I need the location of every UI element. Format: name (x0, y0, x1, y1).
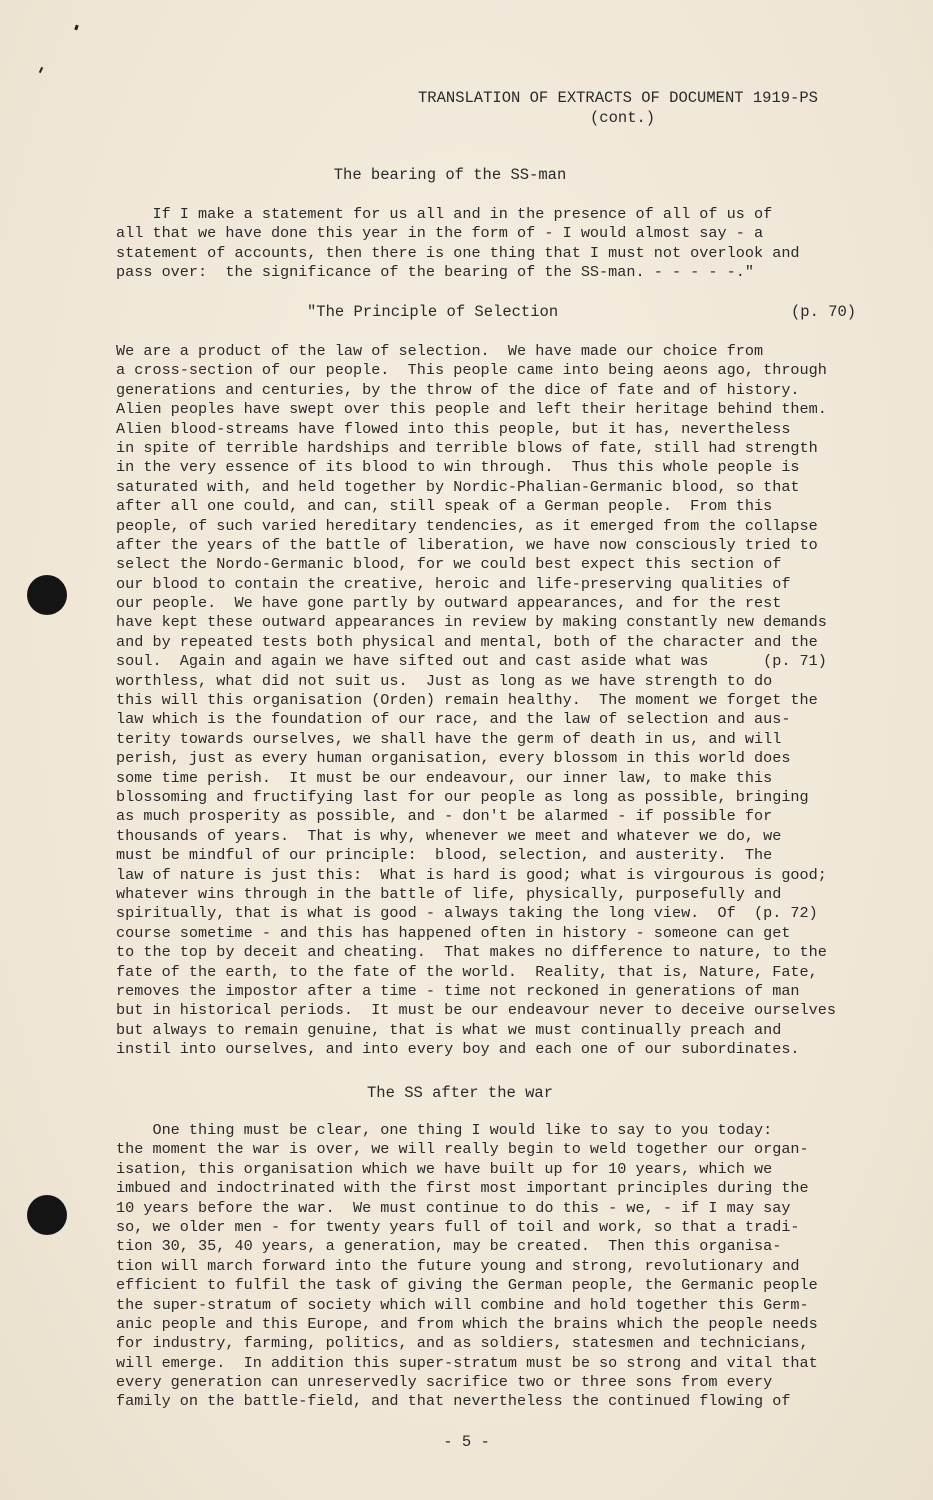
text-line: but in historical periods. It must be our endeavour never to deceive ourselves (116, 1001, 837, 1020)
text-line: must be mindful of our principle: blood, selection, and austerity. The (116, 846, 773, 865)
text-line: We are a product of the law of selection. We have made our choice from (116, 342, 764, 360)
text-line: the moment the war is over, we will really begin to weld together our organ- (116, 1140, 809, 1159)
text-line: efficient to fulfil the task of giving the German people, the Germanic people (116, 1276, 818, 1295)
text-line: this will this organisation (Orden) remain healthy. The moment we forget the (116, 691, 818, 710)
text-line: family on the battle-field, and that nevertheless the continued flowing of (116, 1392, 791, 1411)
text-line: our blood to contain the creative, heroic and life-preserving qualities of (116, 574, 791, 593)
text-line: every generation can unreservedly sacrifice two or three sons from every (116, 1373, 773, 1392)
text-line: generations and centuries, by the throw of the dice of fate and of history. (116, 380, 800, 399)
page-number: - 5 - (443, 1433, 490, 1451)
text-line: as much prosperity as possible, and - don't be alarmed - if possible for (116, 807, 773, 826)
text-line: law which is the foundation of our race, and the law of selection and aus- (116, 710, 791, 729)
text-line: If I make a statement for us all and in the presence of all of us of (116, 205, 773, 223)
text-line: but always to remain genuine, that is what we must continually preach and (116, 1020, 782, 1039)
text-line: after the years of the battle of liberation, we have now consciously tried to (116, 535, 818, 554)
text-line: in spite of terrible hardships and terrible blows of fate, still had strength (116, 438, 818, 457)
paragraph-bearing (116, 205, 800, 283)
text-line: the super-stratum of society which will combine and hold together this Germ- (116, 1295, 809, 1314)
section-heading-after-war: The SS after the war (366, 1084, 554, 1102)
text-line: fate of the earth, to the fate of the world. Reality, that is, Nature, Fate, (116, 962, 818, 981)
text-line: tion 30, 35, 40 years, a generation, may be created. Then this organisa- (116, 1237, 782, 1256)
paragraph-after-war (116, 1121, 818, 1412)
ink-mark (74, 25, 79, 31)
text-line: worthless, what did not suit us. Just as long as we have strength to do (116, 671, 773, 690)
text-line: isation, this organisation which we have built up for 10 years, which we (116, 1159, 773, 1178)
text-line: blossoming and fructifying last for our people as long as possible, bringing (116, 787, 809, 806)
text-line: after all one could, and can, still speak of a German people. From this (116, 497, 773, 516)
punch-hole-top (27, 575, 67, 615)
text-line: spiritually, that is what is good - always taking the long view. Of (p. 72) (116, 904, 818, 923)
section-heading-bearing: The bearing of the SS-man (333, 166, 567, 184)
text-line: and by repeated tests both physical and mental, both of the character and the (116, 632, 818, 651)
header-title: TRANSLATION OF EXTRACTS OF DOCUMENT 1919-PS (418, 89, 818, 107)
text-line: imbued and indoctrinated with the first most important principles during the (116, 1179, 809, 1198)
text-line: perish, just as every human organisation, every blossom in this world does (116, 749, 791, 768)
text-line: law of nature is just this: What is hard is good; what is virgourous is good; (116, 865, 827, 884)
text-line: statement of accounts, then there is one thing that I must not overlook and (116, 243, 800, 262)
header-continuation: (cont.) (590, 109, 656, 127)
text-line: for industry, farming, politics, and as soldiers, statesmen and technicians, (116, 1334, 809, 1353)
text-line: One thing must be clear, one thing I would like to say to you today: (116, 1121, 773, 1139)
text-line: tion will march forward into the future young and strong, revolutionary and (116, 1256, 800, 1275)
text-line: will emerge. In addition this super-stratum must be so strong and vital that (116, 1353, 818, 1372)
text-line: soul. Again and again we have sifted out and cast aside what was (p. 71) (116, 652, 827, 671)
text-line: thousands of years. That is why, whenever we meet and whatever we do, we (116, 826, 782, 845)
text-line: removes the impostor after a time - time not reckoned in generations of man (116, 981, 800, 1000)
document-header (418, 88, 848, 128)
text-line: pass over: the significance of the bearing of the SS-man. - - - - -." (116, 263, 754, 282)
text-line: 10 years before the war. We must continue to do this - we, - if I may say (116, 1198, 791, 1217)
text-line: to the top by deceit and cheating. That makes no difference to nature, to the (116, 943, 827, 962)
text-line: people, of such varied hereditary tendencies, as it emerged from the collapse (116, 516, 818, 535)
text-line: Alien blood-streams have flowed into this people, but it has, nevertheless (116, 419, 791, 438)
text-line: whatever wins through in the battle of life, physically, purposefully and (116, 884, 782, 903)
text-line: all that we have done this year in the form of - I would almost say - a (116, 224, 764, 243)
text-line: so, we older men - for twenty years full of toil and work, so that a tradi- (116, 1217, 800, 1236)
paragraph-selection (116, 342, 836, 1059)
text-line: anic people and this Europe, and from which the brains which the people needs (116, 1314, 818, 1333)
text-line: have kept these outward appearances in review by making constantly new demands (116, 613, 827, 632)
text-line: our people. We have gone partly by outward appearances, and for the rest (116, 594, 782, 613)
text-line: saturated with, and held together by Nordic-Phalian-Germanic blood, so that (116, 477, 800, 496)
page-reference: (p. 70) (791, 303, 857, 321)
text-line: instil into ourselves, and into every boy and each one of our subordinates. (116, 1040, 800, 1059)
ink-mark (39, 67, 43, 73)
text-line: some time perish. It must be our endeavour, our inner law, to make this (116, 768, 773, 787)
text-line: terity towards ourselves, we shall have the germ of death in us, and will (116, 729, 782, 748)
text-line: a cross-section of our people. This people came into being aeons ago, through (116, 361, 827, 380)
text-line: select the Nordo-Germanic blood, for we could best expect this section of (116, 555, 782, 574)
text-line: Alien peoples have swept over this people and left their heritage behind them. (116, 400, 827, 419)
text-line: course sometime - and this has happened often in history - someone can get (116, 923, 791, 942)
text-line: in the very essence of its blood to win through. Thus this whole people is (116, 458, 800, 477)
section-heading-selection: "The Principle of Selection (307, 303, 559, 321)
punch-hole-bottom (27, 1195, 67, 1235)
